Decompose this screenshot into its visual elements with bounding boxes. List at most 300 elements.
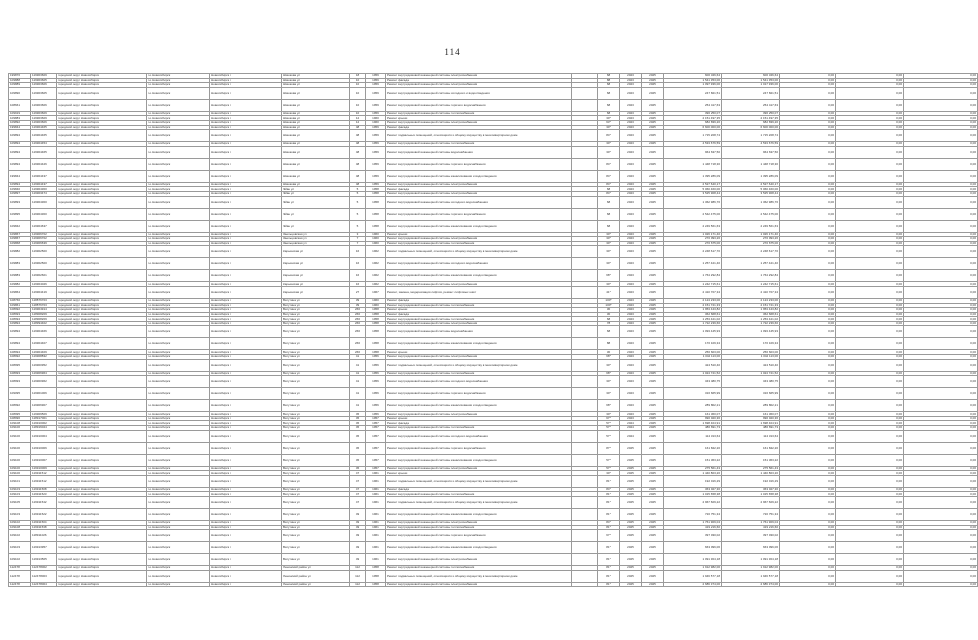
cell-year-end: 2025: [642, 120, 664, 125]
cell-cost2: 2 527 640,17: [722, 182, 780, 187]
cell-city: г.о.Новосибирск: [147, 87, 210, 99]
cell-settlement: Новосибирск г: [210, 326, 282, 338]
cell-street: Ватутина ул: [282, 312, 350, 317]
cell-code: 112478004: [31, 582, 57, 587]
cell-house: 47: [350, 487, 366, 492]
cell-f3: 0,00: [904, 286, 978, 298]
cell-f2: 0,00: [836, 120, 904, 125]
cell-settlement: Новосибирск г: [210, 246, 282, 258]
cell-settlement: Новосибирск г: [210, 521, 282, 526]
cell-f2: 0,00: [836, 471, 904, 476]
cell-flag: [572, 146, 598, 158]
cell-city: г.о.Новосибирск: [147, 146, 210, 158]
cell-f1: 0,00: [780, 326, 836, 338]
cell-house: 49: [350, 525, 366, 530]
cell-code: 119911504: [31, 521, 57, 526]
cell-city: г.о.Новосибирск: [147, 187, 210, 192]
cell-district: городской округ Новосибирск: [57, 246, 147, 258]
cell-settlement: Новосибирск г: [210, 130, 282, 142]
cell-year-end: 2025: [642, 237, 664, 242]
cell-street: Ватутина ул: [282, 521, 350, 526]
cell-f1: 0,00: [780, 355, 836, 360]
cell-flag: [572, 270, 598, 282]
cell-city: г.о.Новосибирск: [147, 191, 210, 196]
cell-year: 1960: [366, 232, 386, 237]
page-number: 114: [444, 47, 461, 57]
cell-cost: 600 346,64: [664, 74, 722, 79]
cell-house: 48: [350, 125, 366, 130]
cell-work: Ремонт внутридомовой инженерной системы водоснабжения: [386, 326, 572, 338]
cell-city: г.о.Новосибирск: [147, 158, 210, 170]
cell-district: городской округ Новосибирск: [57, 412, 147, 417]
cell-cost: 1 440 803,20: [664, 471, 722, 476]
cell-house: 49: [350, 554, 366, 566]
cell-street: Ленинский район ул: [282, 582, 350, 587]
cell-district: городской округ Новосибирск: [57, 426, 147, 431]
cell-settlement: Новосибирск г: [210, 187, 282, 192]
cell-cost: 1 091 304,18: [664, 554, 722, 566]
cell-city: г.о.Новосибирск: [147, 303, 210, 308]
cell-cost: 4 533 676,59: [664, 142, 722, 147]
cell-cost: 2 410 707,34: [664, 286, 722, 298]
cell-cost2: 4 533 676,59: [722, 142, 780, 147]
cell-f2: 0,00: [836, 466, 904, 471]
cell-f1: 0,00: [780, 487, 836, 492]
cell-amount-code: 57*: [598, 421, 620, 426]
cell-year: 1959: [366, 99, 386, 111]
cell-code: 119903474: [31, 191, 57, 196]
cell-work: Ремонт внутридомовой инженерной системы теплоснабжения: [386, 111, 572, 116]
cell-street: Заельцовская ул: [282, 232, 350, 237]
cell-f3: 0,00: [904, 116, 978, 121]
cell-cost2: 362 668,61: [722, 312, 780, 317]
cell-city: г.о.Новосибирск: [147, 312, 210, 317]
cell-amount-code: 68: [598, 196, 620, 208]
cell-f2: 0,00: [836, 454, 904, 466]
cell-f3: 0,00: [904, 376, 978, 388]
cell-city: г.о.Новосибирск: [147, 286, 210, 298]
cell-id: 108994: [9, 317, 31, 322]
cell-year: 1958: [366, 326, 386, 338]
cell-f2: 0,00: [836, 442, 904, 454]
cell-year-start: 2023: [620, 355, 642, 360]
cell-district: городской округ Новосибирск: [57, 350, 147, 355]
cell-cost2: 1 242 715,61: [722, 282, 780, 287]
cell-street: Шишкова ул: [282, 78, 350, 83]
cell-code: 119904454: [31, 142, 57, 147]
cell-f3: 0,00: [904, 125, 978, 130]
cell-year-start: 2023: [620, 388, 642, 400]
cell-cost2: 1 912 982,00: [722, 566, 780, 571]
cell-cost2: 2 542 475,00: [722, 208, 780, 220]
cell-year-start: 2025: [620, 554, 642, 566]
cell-f1: 0,00: [780, 430, 836, 442]
cell-city: г.о.Новосибирск: [147, 74, 210, 79]
cell-f3: 0,00: [904, 400, 978, 412]
cell-f2: 0,00: [836, 170, 904, 182]
cell-amount-code: 57*: [598, 454, 620, 466]
cell-code: 119911512: [31, 475, 57, 487]
cell-amount-code: 68: [598, 220, 620, 232]
table-row: [9, 442, 978, 454]
cell-house: 112: [350, 570, 366, 582]
cell-f3: 0,00: [904, 308, 978, 313]
cell-f1: 0,00: [780, 554, 836, 566]
cell-cost2: 1 024 721,52: [722, 371, 780, 376]
cell-year-start: 2023: [620, 158, 642, 170]
cell-year-start: 2023: [620, 326, 642, 338]
cell-f2: 0,00: [836, 359, 904, 371]
cell-year-start: 2023: [620, 125, 642, 130]
cell-district: городской округ Новосибирск: [57, 237, 147, 242]
cell-f3: 0,00: [904, 142, 978, 147]
cell-flag: [572, 170, 598, 182]
cell-year-end: 2025: [642, 359, 664, 371]
cell-year: 1959: [366, 158, 386, 170]
cell-house: 266: [350, 338, 366, 350]
cell-cost: 114 313,64: [664, 430, 722, 442]
cell-code: 119903605: [31, 78, 57, 83]
cell-district: городской округ Новосибирск: [57, 430, 147, 442]
cell-f3: 0,00: [904, 83, 978, 88]
cell-f3: 0,00: [904, 191, 978, 196]
cell-id: 108992: [9, 308, 31, 313]
cell-street: Эйве ул: [282, 208, 350, 220]
cell-f3: 0,00: [904, 241, 978, 246]
cell-work: Ремонт крыши: [386, 308, 572, 313]
cell-year-start: 2023: [620, 286, 642, 298]
cell-f3: 0,00: [904, 509, 978, 521]
cell-f1: 0,00: [780, 359, 836, 371]
cell-year: 1959: [366, 83, 386, 88]
cell-f3: 0,00: [904, 170, 978, 182]
cell-cost2: 2 124 233,00: [722, 298, 780, 303]
cell-house: 49: [350, 530, 366, 542]
cell-f2: 0,00: [836, 487, 904, 492]
cell-year: 1958: [366, 338, 386, 350]
cell-city: г.о.Новосибирск: [147, 416, 210, 421]
cell-year-end: 2025: [642, 286, 664, 298]
cell-house: 49: [350, 509, 366, 521]
cell-f1: 0,00: [780, 338, 836, 350]
cell-work: Ремонт внутридомовой инженерной системы электроснабжения: [386, 321, 572, 326]
cell-f3: 0,00: [904, 388, 978, 400]
cell-cost2: 1 017 936,00: [722, 83, 780, 88]
cell-district: городской округ Новосибирск: [57, 74, 147, 79]
cell-year-end: 2025: [642, 521, 664, 526]
cell-code: 119900962: [31, 376, 57, 388]
cell-amount-code: 81*: [598, 475, 620, 487]
cell-settlement: Новосибирск г: [210, 303, 282, 308]
cell-cost: 1 097 936,00: [664, 83, 722, 88]
cell-code: 119903606: [31, 83, 57, 88]
cell-f3: 0,00: [904, 487, 978, 492]
table-row: [9, 475, 978, 487]
cell-city: г.о.Новосибирск: [147, 566, 210, 571]
cell-id: 108995: [9, 359, 31, 371]
cell-f1: 0,00: [780, 321, 836, 326]
cell-f2: 0,00: [836, 521, 904, 526]
cell-cost2: 256 603,00: [722, 350, 780, 355]
cell-cost2: 254 417,63: [722, 99, 780, 111]
cell-f1: 0,00: [780, 492, 836, 497]
cell-f3: 0,00: [904, 146, 978, 158]
cell-district: городской округ Новосибирск: [57, 525, 147, 530]
cell-work: Ремонт крыши: [386, 350, 572, 355]
cell-work: Ремонт внутридомовой инженерной системы теплоснабжения: [386, 426, 572, 431]
cell-year: 1958: [366, 317, 386, 322]
cell-settlement: Новосибирск г: [210, 442, 282, 454]
cell-house: 18: [350, 74, 366, 79]
cell-street: Ленинский район ул: [282, 566, 350, 571]
cell-f2: 0,00: [836, 492, 904, 497]
cell-district: городской округ Новосибирск: [57, 376, 147, 388]
cell-city: г.о.Новосибирск: [147, 355, 210, 360]
cell-id: 109103: [9, 492, 31, 497]
cell-year-start: 2023: [620, 400, 642, 412]
table-row: [9, 196, 978, 208]
cell-settlement: Новосибирск г: [210, 83, 282, 88]
cell-f2: 0,00: [836, 497, 904, 509]
cell-year: 1958: [366, 570, 386, 582]
cell-street: Шишкова ул: [282, 99, 350, 111]
cell-city: г.о.Новосибирск: [147, 400, 210, 412]
cell-cost: 424 510,40: [664, 359, 722, 371]
cell-house: 10: [350, 78, 366, 83]
cell-settlement: Новосибирск г: [210, 466, 282, 471]
cell-house: 7: [350, 241, 366, 246]
cell-year: 1959: [366, 142, 386, 147]
table-row: [9, 270, 978, 282]
cell-year: 1961: [366, 509, 386, 521]
cell-house: 16: [350, 258, 366, 270]
cell-year-end: 2025: [642, 338, 664, 350]
cell-year-start: 2025: [620, 542, 642, 554]
cell-flag: [572, 338, 598, 350]
cell-year-start: 2025: [620, 570, 642, 582]
cell-year-end: 2025: [642, 111, 664, 116]
cell-code: 119910007: [31, 454, 57, 466]
cell-f2: 0,00: [836, 270, 904, 282]
cell-f3: 0,00: [904, 416, 978, 421]
cell-year: 1957: [366, 430, 386, 442]
table-row: [9, 338, 978, 350]
cell-house: 47: [350, 471, 366, 476]
cell-flag: [572, 400, 598, 412]
cell-settlement: Новосибирск г: [210, 191, 282, 196]
cell-street: Карьинская ул: [282, 282, 350, 287]
cell-house: 3: [350, 232, 366, 237]
cell-year-start: 2023: [620, 78, 642, 83]
cell-flag: [572, 570, 598, 582]
cell-f2: 0,00: [836, 376, 904, 388]
cell-cost2: 396 250,07: [722, 111, 780, 116]
cell-year: 1958: [366, 196, 386, 208]
cell-code: 119913957: [31, 542, 57, 554]
cell-work: Ремонт подвальных помещений, относящихся к общему имуществу в многоквартирном доме: [386, 497, 572, 509]
cell-work: Ремонт внутридомовой инженерной системы электроснабжения: [386, 521, 572, 526]
cell-work: Ремонт фасада: [386, 487, 572, 492]
cell-year-end: 2025: [642, 582, 664, 587]
cell-house: 266: [350, 317, 366, 322]
cell-year: 1962: [366, 258, 386, 270]
cell-year-end: 2025: [642, 509, 664, 521]
cell-f2: 0,00: [836, 388, 904, 400]
cell-id: 109101: [9, 475, 31, 487]
cell-f3: 0,00: [904, 471, 978, 476]
cell-city: г.о.Новосибирск: [147, 525, 210, 530]
cell-f1: 0,00: [780, 116, 836, 121]
cell-cost: 1 448 718,30: [664, 158, 722, 170]
cell-cost: 396 250,07: [664, 111, 722, 116]
cell-f3: 0,00: [904, 246, 978, 258]
cell-year-end: 2025: [642, 492, 664, 497]
cell-cost: 2 124 233,00: [664, 298, 722, 303]
table-row: [9, 400, 978, 412]
cell-street: Ватутина ул: [282, 530, 350, 542]
cell-cost: 192 016,29: [664, 475, 722, 487]
cell-year-start: 2023: [620, 270, 642, 282]
cell-code: 119901006: [31, 388, 57, 400]
cell-f2: 0,00: [836, 99, 904, 111]
cell-district: городской округ Новосибирск: [57, 298, 147, 303]
cell-street: Ватутина ул: [282, 355, 350, 360]
cell-cost2: 1 698 404,91: [722, 421, 780, 426]
cell-id: 109882: [9, 282, 31, 287]
cell-f1: 0,00: [780, 442, 836, 454]
cell-work: Ремонт внутридомовой инженерной системы электроснабжения: [386, 355, 572, 360]
cell-cost: 964 637,50: [664, 146, 722, 158]
cell-street: Эйве ул: [282, 220, 350, 232]
cell-year-start: 2023: [620, 170, 642, 182]
cell-cost2: 247 821,51: [722, 87, 780, 99]
cell-year-end: 2025: [642, 542, 664, 554]
cell-f1: 0,00: [780, 74, 836, 79]
cell-f1: 0,00: [780, 241, 836, 246]
cell-city: г.о.Новосибирск: [147, 442, 210, 454]
cell-district: городской округ Новосибирск: [57, 116, 147, 121]
cell-work: Ремонт фасада: [386, 312, 572, 317]
cell-city: г.о.Новосибирск: [147, 270, 210, 282]
cell-house: 266: [350, 312, 366, 317]
cell-cost2: 419 216,60: [722, 525, 780, 530]
cell-settlement: Новосибирск г: [210, 78, 282, 83]
cell-settlement: Новосибирск г: [210, 111, 282, 116]
cell-f3: 0,00: [904, 475, 978, 487]
cell-year: 1961: [366, 487, 386, 492]
cell-district: городской округ Новосибирск: [57, 282, 147, 287]
cell-cost: 1 722 239,66: [664, 321, 722, 326]
cell-amount-code: 87*: [598, 442, 620, 454]
cell-cost2: 1 953 443,82: [722, 308, 780, 313]
cell-work: Ремонт внутридомовой инженерной системы канализования и водоотведения: [386, 454, 572, 466]
cell-year-end: 2025: [642, 116, 664, 121]
cell-settlement: Новосибирск г: [210, 282, 282, 287]
cell-amount-code: 68: [598, 99, 620, 111]
cell-f1: 0,00: [780, 142, 836, 147]
cell-id: 108993: [9, 371, 31, 376]
cell-id: 109894: [9, 321, 31, 326]
cell-district: городской округ Новосибирск: [57, 312, 147, 317]
cell-district: городской округ Новосибирск: [57, 355, 147, 360]
cell-f1: 0,00: [780, 570, 836, 582]
cell-street: Ватутина ул: [282, 492, 350, 497]
cell-f1: 0,00: [780, 509, 836, 521]
cell-f2: 0,00: [836, 130, 904, 142]
cell-id: 109864: [9, 286, 31, 298]
cell-work: Ремонт внутридомовой инженерной системы холодного и водоотведения: [386, 87, 572, 99]
cell-work: Ремонт подвальных помещений, относящихся к общему имуществу в многоквартирном доме: [386, 570, 572, 582]
cell-year-end: 2025: [642, 376, 664, 388]
cell-id: 109892: [9, 120, 31, 125]
cell-cost: 1 698 404,91: [664, 421, 722, 426]
cell-street: Карьинская ул: [282, 246, 350, 258]
cell-f2: 0,00: [836, 321, 904, 326]
cell-cost2: 275 561,43: [722, 466, 780, 471]
cell-code: 118876703: [31, 303, 57, 308]
cell-f1: 0,00: [780, 454, 836, 466]
cell-house: 39: [350, 303, 366, 308]
cell-f3: 0,00: [904, 566, 978, 571]
cell-f2: 0,00: [836, 542, 904, 554]
cell-house: 41: [350, 371, 366, 376]
cell-cost: 2 248 617,70: [664, 246, 722, 258]
cell-district: городской округ Новосибирск: [57, 554, 147, 566]
cell-city: г.о.Новосибирск: [147, 376, 210, 388]
cell-year-start: 2023: [620, 208, 642, 220]
cell-f3: 0,00: [904, 78, 978, 83]
cell-id: 109894: [9, 326, 31, 338]
cell-work: Ремонт внутридомовой инженерной системы теплоснабжения: [386, 142, 572, 147]
cell-district: городской округ Новосибирск: [57, 270, 147, 282]
cell-f3: 0,00: [904, 87, 978, 99]
cell-id: 109100: [9, 471, 31, 476]
cell-f3: 0,00: [904, 412, 978, 417]
cell-settlement: Новосибирск г: [210, 146, 282, 158]
cell-amount-code: 81*: [598, 570, 620, 582]
cell-f3: 0,00: [904, 350, 978, 355]
cell-work: Ремонт внутридомовой инженерной системы теплоснабжения: [386, 317, 572, 322]
cell-code: 119903609: [31, 111, 57, 116]
cell-district: городской округ Новосибирск: [57, 78, 147, 83]
cell-settlement: Новосибирск г: [210, 430, 282, 442]
cell-year: 1958: [366, 208, 386, 220]
cell-code: 119909509: [31, 412, 57, 417]
cell-cost: 1 946 577,18: [664, 570, 722, 582]
cell-f2: 0,00: [836, 208, 904, 220]
cell-settlement: Новосибирск г: [210, 421, 282, 426]
cell-f2: 0,00: [836, 475, 904, 487]
cell-f3: 0,00: [904, 530, 978, 542]
cell-f2: 0,00: [836, 146, 904, 158]
cell-f2: 0,00: [836, 241, 904, 246]
cell-cost: 419 216,60: [664, 525, 722, 530]
cell-f3: 0,00: [904, 371, 978, 376]
cell-f1: 0,00: [780, 130, 836, 142]
cell-id: 109103: [9, 487, 31, 492]
cell-settlement: Новосибирск г: [210, 582, 282, 587]
cell-id: 109919: [9, 111, 31, 116]
cell-cost2: 1 257 421,40: [722, 258, 780, 270]
cell-f2: 0,00: [836, 308, 904, 313]
cell-cost: 254 417,63: [664, 99, 722, 111]
cell-settlement: Новосибирск г: [210, 376, 282, 388]
cell-house: 112: [350, 582, 366, 587]
cell-year-end: 2025: [642, 232, 664, 237]
cell-cost2: 1 253 421,02: [722, 317, 780, 322]
cell-house: 10: [350, 99, 366, 111]
cell-cost2: 682 839,20: [722, 120, 780, 125]
